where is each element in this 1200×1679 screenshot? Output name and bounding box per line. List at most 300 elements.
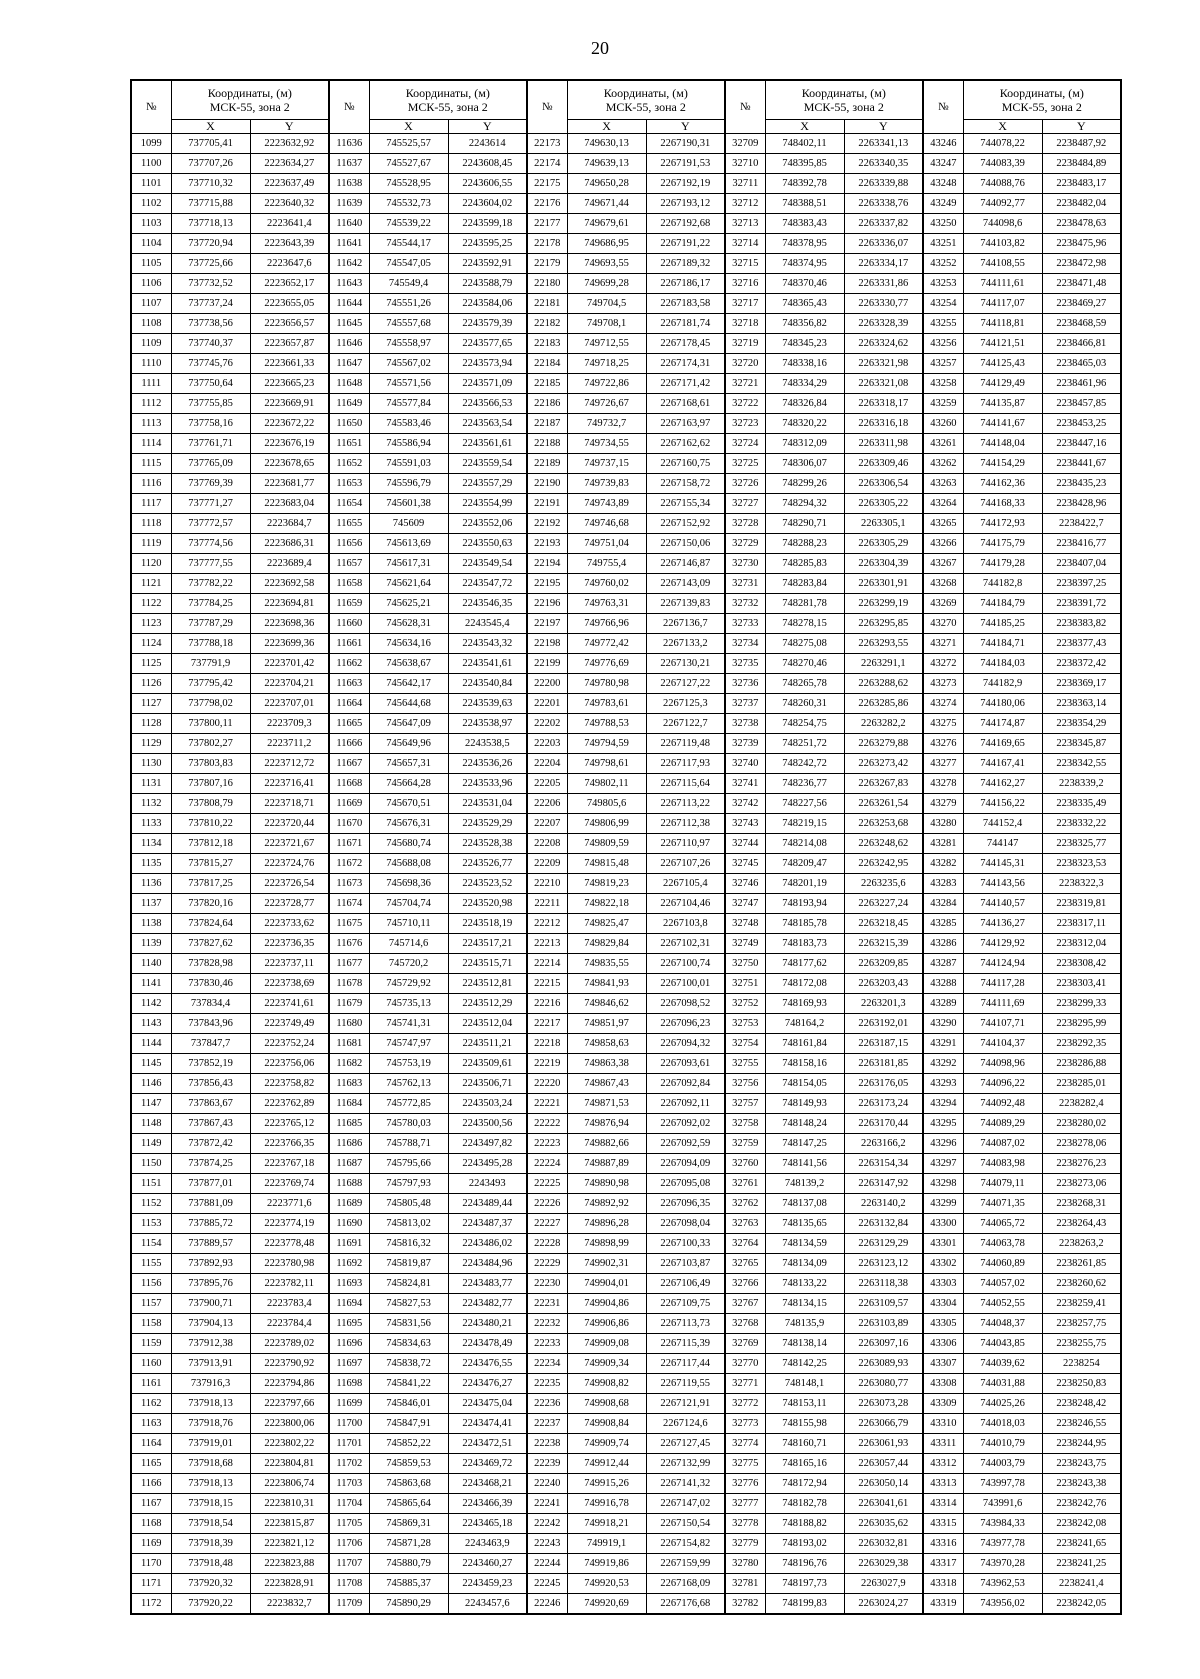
point-number-cell: 22231 — [527, 1294, 567, 1314]
x-coordinate-cell: 737803,83 — [171, 754, 250, 774]
point-number-cell: 43295 — [923, 1114, 963, 1134]
x-coordinate-cell: 744167,41 — [963, 754, 1042, 774]
table-row — [131, 1094, 1121, 1114]
y-coordinate-cell: 2263154,34 — [844, 1154, 923, 1174]
point-number-cell: 22178 — [527, 234, 567, 254]
point-number-cell: 43253 — [923, 274, 963, 294]
y-coordinate-cell: 2263176,05 — [844, 1074, 923, 1094]
point-number-cell: 32743 — [725, 814, 765, 834]
table-row — [131, 1154, 1121, 1174]
y-coordinate-cell: 2223823,88 — [250, 1554, 329, 1574]
x-coordinate-cell: 749892,92 — [567, 1194, 646, 1214]
x-coordinate-cell: 748326,84 — [765, 394, 844, 414]
y-coordinate-cell: 2238260,62 — [1042, 1274, 1121, 1294]
point-number-cell: 32725 — [725, 454, 765, 474]
x-coordinate-cell: 745567,02 — [369, 354, 448, 374]
y-coordinate-cell: 2243506,71 — [448, 1074, 527, 1094]
x-coordinate-cell: 748356,82 — [765, 314, 844, 334]
y-coordinate-cell: 2263305,22 — [844, 494, 923, 514]
x-coordinate-cell: 737834,4 — [171, 994, 250, 1014]
point-number-cell: 22222 — [527, 1114, 567, 1134]
y-coordinate-cell: 2238482,04 — [1042, 194, 1121, 214]
x-coordinate-cell: 748182,78 — [765, 1494, 844, 1514]
point-number-cell: 32779 — [725, 1534, 765, 1554]
point-number-cell: 11646 — [329, 334, 369, 354]
x-coordinate-cell: 743991,6 — [963, 1494, 1042, 1514]
x-coordinate-cell: 745788,71 — [369, 1134, 448, 1154]
point-number-cell: 32774 — [725, 1434, 765, 1454]
y-coordinate-cell: 2238469,27 — [1042, 294, 1121, 314]
y-coordinate-cell: 2238282,4 — [1042, 1094, 1121, 1114]
point-number-cell: 32715 — [725, 254, 765, 274]
y-coordinate-cell: 2238242,08 — [1042, 1514, 1121, 1534]
y-coordinate-cell: 2238299,33 — [1042, 994, 1121, 1014]
x-coordinate-cell: 744184,79 — [963, 594, 1042, 614]
x-coordinate-cell: 745557,68 — [369, 314, 448, 334]
table-row — [131, 514, 1121, 534]
y-coordinate-cell: 2238325,77 — [1042, 834, 1121, 854]
y-coordinate-cell: 2223756,06 — [250, 1054, 329, 1074]
x-coordinate-cell: 748172,94 — [765, 1474, 844, 1494]
point-number-cell: 1141 — [131, 974, 171, 994]
x-coordinate-cell: 745670,51 — [369, 794, 448, 814]
x-coordinate-cell: 749805,6 — [567, 794, 646, 814]
x-coordinate-cell: 737782,22 — [171, 574, 250, 594]
point-number-cell: 22230 — [527, 1274, 567, 1294]
y-coordinate-cell: 2223709,3 — [250, 714, 329, 734]
point-number-cell: 22209 — [527, 854, 567, 874]
table-row — [131, 974, 1121, 994]
point-number-cell: 32765 — [725, 1254, 765, 1274]
table-row — [131, 354, 1121, 374]
x-coordinate-cell: 749890,98 — [567, 1174, 646, 1194]
point-number-cell: 11690 — [329, 1214, 369, 1234]
point-number-cell: 1136 — [131, 874, 171, 894]
y-coordinate-cell: 2243486,02 — [448, 1234, 527, 1254]
y-coordinate-cell: 2263341,13 — [844, 134, 923, 154]
table-row — [131, 1174, 1121, 1194]
table-row — [131, 1514, 1121, 1534]
y-coordinate-cell: 2267113,73 — [646, 1314, 725, 1334]
x-coordinate-cell: 745583,46 — [369, 414, 448, 434]
y-coordinate-cell: 2263306,54 — [844, 474, 923, 494]
x-coordinate-cell: 748306,07 — [765, 454, 844, 474]
y-coordinate-cell: 2263041,61 — [844, 1494, 923, 1514]
y-coordinate-cell: 2267122,7 — [646, 714, 725, 734]
x-coordinate-cell: 744039,62 — [963, 1354, 1042, 1374]
point-number-cell: 11642 — [329, 254, 369, 274]
y-coordinate-cell: 2263321,08 — [844, 374, 923, 394]
point-number-cell: 11699 — [329, 1394, 369, 1414]
table-row — [131, 934, 1121, 954]
x-coordinate-cell: 749763,31 — [567, 594, 646, 614]
point-number-cell: 11676 — [329, 934, 369, 954]
y-coordinate-cell: 2223701,42 — [250, 654, 329, 674]
y-coordinate-cell: 2263253,68 — [844, 814, 923, 834]
y-coordinate-cell: 2243489,44 — [448, 1194, 527, 1214]
x-coordinate-cell: 749806,99 — [567, 814, 646, 834]
x-coordinate-cell: 748196,76 — [765, 1554, 844, 1574]
y-coordinate-cell: 2223790,92 — [250, 1354, 329, 1374]
table-row — [131, 874, 1121, 894]
y-coordinate-cell: 2243469,72 — [448, 1454, 527, 1474]
y-coordinate-cell: 2243476,55 — [448, 1354, 527, 1374]
x-coordinate-cell: 749909,08 — [567, 1334, 646, 1354]
x-coordinate-cell: 745816,32 — [369, 1234, 448, 1254]
x-coordinate-cell: 745846,01 — [369, 1394, 448, 1414]
x-coordinate-cell: 745735,13 — [369, 994, 448, 1014]
number-column-header: № — [725, 80, 765, 134]
x-coordinate-cell: 748154,05 — [765, 1074, 844, 1094]
point-number-cell: 43270 — [923, 614, 963, 634]
point-number-cell: 11682 — [329, 1054, 369, 1074]
y-coordinate-cell: 2223676,19 — [250, 434, 329, 454]
table-row — [131, 1074, 1121, 1094]
y-coordinate-cell: 2243529,29 — [448, 814, 527, 834]
point-number-cell: 22186 — [527, 394, 567, 414]
point-number-cell: 32720 — [725, 354, 765, 374]
x-coordinate-cell: 744111,69 — [963, 994, 1042, 1014]
y-coordinate-cell: 2267150,54 — [646, 1514, 725, 1534]
y-coordinate-cell: 2243545,4 — [448, 614, 527, 634]
point-number-cell: 22182 — [527, 314, 567, 334]
point-number-cell: 1139 — [131, 934, 171, 954]
y-coordinate-cell: 2243468,21 — [448, 1474, 527, 1494]
y-coordinate-cell: 2263218,45 — [844, 914, 923, 934]
x-coordinate-cell: 745539,22 — [369, 214, 448, 234]
point-number-cell: 32780 — [725, 1554, 765, 1574]
x-coordinate-cell: 749776,69 — [567, 654, 646, 674]
number-column-header: № — [923, 80, 963, 134]
y-coordinate-cell: 2238383,82 — [1042, 614, 1121, 634]
point-number-cell: 1167 — [131, 1494, 171, 1514]
point-number-cell: 11701 — [329, 1434, 369, 1454]
y-coordinate-cell: 2243517,21 — [448, 934, 527, 954]
y-coordinate-cell: 2243520,98 — [448, 894, 527, 914]
point-number-cell: 32738 — [725, 714, 765, 734]
y-coordinate-cell: 2243559,54 — [448, 454, 527, 474]
y-coordinate-cell: 2243563,54 — [448, 414, 527, 434]
y-coordinate-cell: 2238428,96 — [1042, 494, 1121, 514]
point-number-cell: 32750 — [725, 954, 765, 974]
x-coordinate-cell: 748155,98 — [765, 1414, 844, 1434]
y-coordinate-cell: 2223711,2 — [250, 734, 329, 754]
x-coordinate-cell: 748236,77 — [765, 774, 844, 794]
x-coordinate-cell: 745871,28 — [369, 1534, 448, 1554]
x-coordinate-cell: 749896,28 — [567, 1214, 646, 1234]
y-coordinate-cell: 2223758,82 — [250, 1074, 329, 1094]
x-coordinate-cell: 737710,32 — [171, 174, 250, 194]
point-number-cell: 22198 — [527, 634, 567, 654]
point-number-cell: 32748 — [725, 914, 765, 934]
point-number-cell: 11696 — [329, 1334, 369, 1354]
table-row — [131, 1574, 1121, 1594]
x-coordinate-cell: 744148,04 — [963, 434, 1042, 454]
table-row — [131, 1534, 1121, 1554]
point-number-cell: 22232 — [527, 1314, 567, 1334]
x-coordinate-cell: 744185,25 — [963, 614, 1042, 634]
point-number-cell: 11695 — [329, 1314, 369, 1334]
point-number-cell: 11650 — [329, 414, 369, 434]
y-coordinate-cell: 2263330,77 — [844, 294, 923, 314]
point-number-cell: 32778 — [725, 1514, 765, 1534]
y-coordinate-cell: 2223815,87 — [250, 1514, 329, 1534]
y-coordinate-cell: 2243566,53 — [448, 394, 527, 414]
y-coordinate-cell: 2223797,66 — [250, 1394, 329, 1414]
point-number-cell: 22201 — [527, 694, 567, 714]
y-coordinate-cell: 2243503,24 — [448, 1094, 527, 1114]
point-number-cell: 1102 — [131, 194, 171, 214]
x-coordinate-cell: 737913,91 — [171, 1354, 250, 1374]
y-coordinate-cell: 2267124,6 — [646, 1414, 725, 1434]
table-row — [131, 1414, 1121, 1434]
y-coordinate-cell: 2243465,18 — [448, 1514, 527, 1534]
point-number-cell: 32753 — [725, 1014, 765, 1034]
y-coordinate-cell: 2263109,57 — [844, 1294, 923, 1314]
table-row — [131, 894, 1121, 914]
x-coordinate-cell: 737718,13 — [171, 214, 250, 234]
y-coordinate-cell: 2267154,82 — [646, 1534, 725, 1554]
x-coordinate-cell: 744092,48 — [963, 1094, 1042, 1114]
x-coordinate-cell: 748227,56 — [765, 794, 844, 814]
point-number-cell: 11678 — [329, 974, 369, 994]
x-coordinate-cell: 744147 — [963, 834, 1042, 854]
point-number-cell: 32713 — [725, 214, 765, 234]
x-column-header: X — [567, 120, 646, 134]
y-coordinate-cell: 2267096,23 — [646, 1014, 725, 1034]
y-coordinate-cell: 2238465,03 — [1042, 354, 1121, 374]
y-coordinate-cell: 2267119,48 — [646, 734, 725, 754]
point-number-cell: 43258 — [923, 374, 963, 394]
point-number-cell: 32782 — [725, 1594, 765, 1615]
y-coordinate-cell: 2243546,35 — [448, 594, 527, 614]
x-coordinate-cell: 744025,26 — [963, 1394, 1042, 1414]
point-number-cell: 22206 — [527, 794, 567, 814]
point-number-cell: 32731 — [725, 574, 765, 594]
x-coordinate-cell: 749904,01 — [567, 1274, 646, 1294]
point-number-cell: 1158 — [131, 1314, 171, 1334]
y-coordinate-cell: 2238322,3 — [1042, 874, 1121, 894]
y-coordinate-cell: 2263309,46 — [844, 454, 923, 474]
y-coordinate-cell: 2238312,04 — [1042, 934, 1121, 954]
y-coordinate-cell: 2243536,26 — [448, 754, 527, 774]
x-coordinate-cell: 745625,21 — [369, 594, 448, 614]
y-coordinate-cell: 2267100,01 — [646, 974, 725, 994]
point-number-cell: 11641 — [329, 234, 369, 254]
y-coordinate-cell: 2243550,63 — [448, 534, 527, 554]
point-number-cell: 1126 — [131, 674, 171, 694]
y-coordinate-cell: 2223661,33 — [250, 354, 329, 374]
x-coordinate-cell: 749639,13 — [567, 154, 646, 174]
x-coordinate-cell: 745863,68 — [369, 1474, 448, 1494]
y-column-header: Y — [646, 120, 725, 134]
y-coordinate-cell: 2223699,36 — [250, 634, 329, 654]
x-coordinate-cell: 748135,9 — [765, 1314, 844, 1334]
table-row — [131, 1314, 1121, 1334]
y-coordinate-cell: 2223774,19 — [250, 1214, 329, 1234]
y-coordinate-cell: 2223634,27 — [250, 154, 329, 174]
point-number-cell: 43296 — [923, 1134, 963, 1154]
point-number-cell: 22233 — [527, 1334, 567, 1354]
point-number-cell: 22239 — [527, 1454, 567, 1474]
point-number-cell: 22181 — [527, 294, 567, 314]
point-number-cell: 11644 — [329, 294, 369, 314]
point-number-cell: 11661 — [329, 634, 369, 654]
y-coordinate-cell: 2267192,68 — [646, 214, 725, 234]
y-coordinate-cell: 2263024,27 — [844, 1594, 923, 1615]
point-number-cell: 32775 — [725, 1454, 765, 1474]
y-coordinate-cell: 2263118,38 — [844, 1274, 923, 1294]
point-number-cell: 11707 — [329, 1554, 369, 1574]
table-row — [131, 734, 1121, 754]
y-coordinate-cell: 2223704,21 — [250, 674, 329, 694]
point-number-cell: 11692 — [329, 1254, 369, 1274]
y-coordinate-cell: 2238241,65 — [1042, 1534, 1121, 1554]
point-number-cell: 43286 — [923, 934, 963, 954]
point-number-cell: 43252 — [923, 254, 963, 274]
point-number-cell: 32755 — [725, 1054, 765, 1074]
point-number-cell: 22246 — [527, 1594, 567, 1615]
x-coordinate-cell: 745680,74 — [369, 834, 448, 854]
y-coordinate-cell: 2243547,72 — [448, 574, 527, 594]
point-number-cell: 32741 — [725, 774, 765, 794]
y-coordinate-cell: 2263089,93 — [844, 1354, 923, 1374]
y-coordinate-cell: 2267092,11 — [646, 1094, 725, 1114]
point-number-cell: 11653 — [329, 474, 369, 494]
y-coordinate-cell: 2263235,6 — [844, 874, 923, 894]
x-coordinate-cell: 737787,29 — [171, 614, 250, 634]
point-number-cell: 43307 — [923, 1354, 963, 1374]
point-number-cell: 22185 — [527, 374, 567, 394]
point-number-cell: 22193 — [527, 534, 567, 554]
point-number-cell: 32759 — [725, 1134, 765, 1154]
point-number-cell: 11684 — [329, 1094, 369, 1114]
point-number-cell: 1142 — [131, 994, 171, 1014]
x-coordinate-cell: 737918,54 — [171, 1514, 250, 1534]
y-coordinate-cell: 2223692,58 — [250, 574, 329, 594]
point-number-cell: 1103 — [131, 214, 171, 234]
point-number-cell: 11694 — [329, 1294, 369, 1314]
point-number-cell: 32758 — [725, 1114, 765, 1134]
y-coordinate-cell: 2238254 — [1042, 1354, 1121, 1374]
point-number-cell: 43309 — [923, 1394, 963, 1414]
y-coordinate-cell: 2223684,7 — [250, 514, 329, 534]
table-row — [131, 214, 1121, 234]
y-coordinate-cell: 2223737,11 — [250, 954, 329, 974]
x-coordinate-cell: 744103,82 — [963, 234, 1042, 254]
x-coordinate-cell: 745714,6 — [369, 934, 448, 954]
y-coordinate-cell: 2243495,28 — [448, 1154, 527, 1174]
x-coordinate-cell: 749772,42 — [567, 634, 646, 654]
y-coordinate-cell: 2267105,4 — [646, 874, 725, 894]
point-number-cell: 43306 — [923, 1334, 963, 1354]
coordinates-table — [130, 79, 1122, 1615]
point-number-cell: 1143 — [131, 1014, 171, 1034]
point-number-cell: 11686 — [329, 1134, 369, 1154]
point-number-cell: 32737 — [725, 694, 765, 714]
x-coordinate-cell: 745544,17 — [369, 234, 448, 254]
y-coordinate-cell: 2267094,09 — [646, 1154, 725, 1174]
x-coordinate-cell: 745601,38 — [369, 494, 448, 514]
point-number-cell: 43275 — [923, 714, 963, 734]
coordinates-column-header — [963, 80, 1121, 120]
y-coordinate-cell: 2223783,4 — [250, 1294, 329, 1314]
x-coordinate-cell: 749887,89 — [567, 1154, 646, 1174]
x-coordinate-cell: 748177,62 — [765, 954, 844, 974]
coordinates-header-line1: Координаты, (м) — [207, 86, 292, 100]
y-column-header: Y — [250, 120, 329, 134]
x-coordinate-cell: 744048,37 — [963, 1314, 1042, 1334]
x-coordinate-cell: 745747,97 — [369, 1034, 448, 1054]
y-coordinate-cell: 2263132,84 — [844, 1214, 923, 1234]
x-coordinate-cell: 744117,07 — [963, 294, 1042, 314]
point-number-cell: 43254 — [923, 294, 963, 314]
y-coordinate-cell: 2238317,11 — [1042, 914, 1121, 934]
x-coordinate-cell: 745644,68 — [369, 694, 448, 714]
x-coordinate-cell: 744088,76 — [963, 174, 1042, 194]
y-coordinate-cell: 2267192,19 — [646, 174, 725, 194]
x-coordinate-cell: 745762,13 — [369, 1074, 448, 1094]
point-number-cell: 22225 — [527, 1174, 567, 1194]
table-row — [131, 134, 1121, 154]
point-number-cell: 1161 — [131, 1374, 171, 1394]
point-number-cell: 43297 — [923, 1154, 963, 1174]
point-number-cell: 11662 — [329, 654, 369, 674]
point-number-cell: 1115 — [131, 454, 171, 474]
point-number-cell: 11645 — [329, 314, 369, 334]
y-coordinate-cell: 2267150,06 — [646, 534, 725, 554]
point-number-cell: 32756 — [725, 1074, 765, 1094]
x-coordinate-cell: 744089,29 — [963, 1114, 1042, 1134]
y-coordinate-cell: 2238487,92 — [1042, 134, 1121, 154]
x-coordinate-cell: 737916,3 — [171, 1374, 250, 1394]
y-coordinate-cell: 2243538,97 — [448, 714, 527, 734]
y-coordinate-cell: 2263097,16 — [844, 1334, 923, 1354]
y-coordinate-cell: 2267092,84 — [646, 1074, 725, 1094]
y-coordinate-cell: 2267103,8 — [646, 914, 725, 934]
point-number-cell: 1133 — [131, 814, 171, 834]
x-coordinate-cell: 737784,25 — [171, 594, 250, 614]
y-coordinate-cell: 2243531,04 — [448, 794, 527, 814]
point-number-cell: 43284 — [923, 894, 963, 914]
point-number-cell: 22215 — [527, 974, 567, 994]
y-coordinate-cell: 2267115,64 — [646, 774, 725, 794]
point-number-cell: 11640 — [329, 214, 369, 234]
point-number-cell: 1165 — [131, 1454, 171, 1474]
x-coordinate-cell: 744083,39 — [963, 154, 1042, 174]
point-number-cell: 1145 — [131, 1054, 171, 1074]
y-coordinate-cell: 2223828,91 — [250, 1574, 329, 1594]
y-coordinate-cell: 2238435,23 — [1042, 474, 1121, 494]
point-number-cell: 43278 — [923, 774, 963, 794]
coordinates-column-header — [369, 80, 527, 120]
y-coordinate-cell: 2223683,04 — [250, 494, 329, 514]
x-coordinate-cell: 748169,93 — [765, 994, 844, 1014]
x-coordinate-cell: 749755,4 — [567, 554, 646, 574]
x-coordinate-cell: 737863,67 — [171, 1094, 250, 1114]
x-coordinate-cell: 737788,18 — [171, 634, 250, 654]
point-number-cell: 22217 — [527, 1014, 567, 1034]
y-coordinate-cell: 2263073,28 — [844, 1394, 923, 1414]
y-coordinate-cell: 2223721,67 — [250, 834, 329, 854]
y-coordinate-cell: 2267117,93 — [646, 754, 725, 774]
table-row — [131, 794, 1121, 814]
point-number-cell: 1101 — [131, 174, 171, 194]
y-coordinate-cell: 2243457,6 — [448, 1594, 527, 1615]
x-coordinate-cell: 737750,64 — [171, 374, 250, 394]
point-number-cell: 32744 — [725, 834, 765, 854]
y-coordinate-cell: 2238242,05 — [1042, 1594, 1121, 1615]
